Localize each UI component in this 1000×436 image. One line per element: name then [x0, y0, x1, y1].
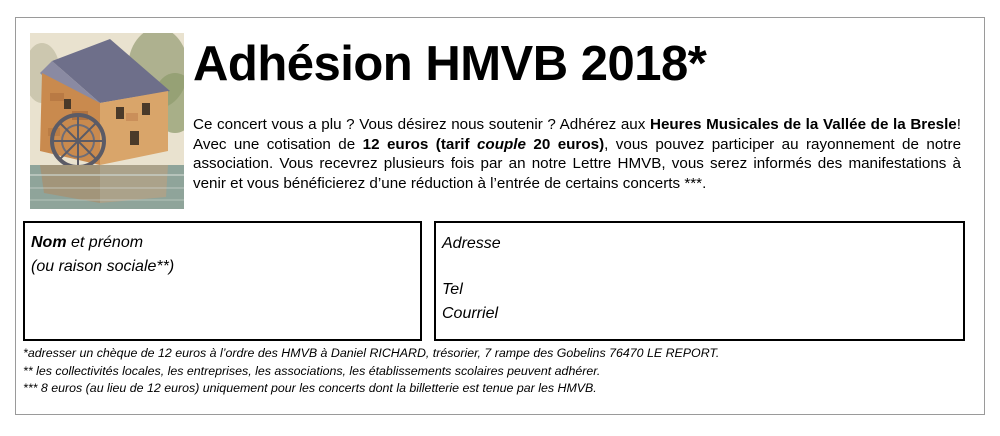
form-title: Adhésion HMVB 2018*: [193, 37, 707, 91]
footnotes: [23, 345, 973, 398]
name-field-box[interactable]: [23, 221, 422, 341]
watermill-painting-icon: [30, 33, 184, 209]
email-label: Courriel: [442, 305, 499, 322]
footnote-3: *** 8 euros (au lieu de 12 euros) uniquement pour les concerts dont la billetterie est tenue par les HMVB.: [23, 381, 597, 395]
name-field-sublabel: (ou raison sociale**): [31, 258, 175, 275]
address-label: Adresse: [442, 235, 501, 252]
footnote-1: *adresser un chèque de 12 euros à l’ordre des HMVB à Daniel RICHARD, trésorier, 7 rampe des Gobelins 76470 LE REPORT.: [23, 346, 720, 360]
name-field-label: Nom et prénom: [31, 234, 144, 251]
tel-label: Tel: [442, 281, 463, 298]
contact-field-box[interactable]: [434, 221, 965, 341]
intro-paragraph: Ce concert vous a plu ? Vous désirez nous soutenir ? Adhérez aux Heures Musicales de la Vallée de la Bresle! Avec une cotisation de 12 euros (tarif couple 20 euros), vous pouvez participer au rayonnement de notre association. Vous recevrez plusieurs fois par an notre Lettre HMVB, vous serez informés des manifestations à venir et vous bénéficierez d’une réduction à l’entrée de certains concerts ***.: [193, 116, 962, 192]
footnote-2: ** les collectivités locales, les entreprises, les associations, les établissements scolaires peuvent adhérer.: [23, 363, 601, 378]
watermill-illustration: [30, 33, 184, 209]
